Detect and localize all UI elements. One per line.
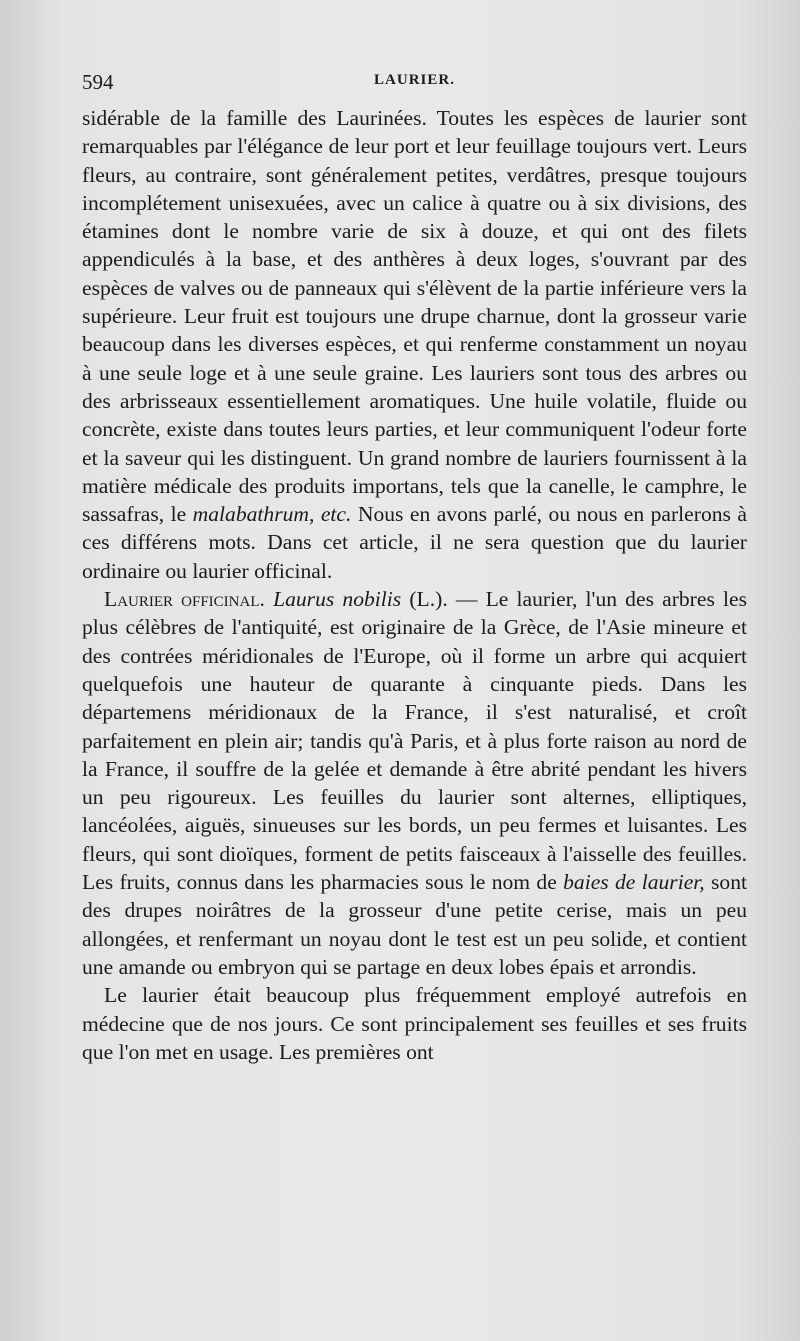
- entry-heading: Laurier officinal.: [104, 587, 265, 612]
- latin-name: Laurus nobilis: [273, 587, 402, 612]
- paragraph-laurier-officinal: [82, 585, 747, 981]
- paragraph-1-italic: malabathrum, etc.: [192, 502, 352, 527]
- running-title: LAURIER.: [374, 72, 455, 88]
- paragraph-1-text-after: Nous en avons parlé, ou nous en parlerons à ces différens mots. Dans cet article, il ne sera question que du laurier ordinaire ou laurier officinal.: [82, 502, 747, 583]
- paragraph-continuation: [82, 104, 747, 585]
- book-page: [82, 70, 747, 1066]
- running-head: [82, 70, 747, 104]
- paragraph-2-italic: baies de laurier,: [563, 870, 705, 895]
- paragraph-3-text: Le laurier était beaucoup plus fréquemment employé autrefois en médecine que de nos jours. Ce sont principalement ses feuilles et ses fruits que l'on met en usage. Les premières ont: [82, 983, 747, 1064]
- body-text: [82, 104, 747, 1066]
- paragraph-2-text-b: sont des drupes noirâtres de la grosseur d'une petite cerise, mais un peu allongées, et renfermant un noyau dont le test est un peu solide, et contient une amande ou embryon qui se partage en deux lobes épais et arrondis.: [82, 870, 747, 979]
- paragraph-1-text: sidérable de la famille des Laurinées. Toutes les espèces de laurier sont remarquables par l'élégance de leur port et leur feuillage toujours vert. Leurs fleurs, au contraire, sont généralement petites, verdâtres, presque toujours incomplétement unisexuées, avec un calice à quatre ou à six divisions, des étamines dont le nombre varie de six à douze, et qui ont des filets appendiculés à la base, et des anthères à deux loges, s'ouvrant par des espèces de valves ou de panneaux qui s'élèvent de la partie inférieure vers la supérieure. Leur fruit est toujours une drupe charnue, dont la grosseur varie beaucoup dans les diverses espèces, et qui renferme constamment un noyau à une seule loge et à une seule graine. Les lauriers sont tous des arbres ou des arbrisseaux essentiellement aromatiques. Une huile volatile, fluide ou concrète, existe dans toutes leurs parties, et leur communiquent l'odeur forte et la saveur qui les distinguent. Un grand nombre de lauriers fournissent à la matière médicale des produits importans, tels que la canelle, le camphre, le sassafras, le: [82, 106, 747, 527]
- paragraph-usage: [82, 981, 747, 1066]
- page-number: 594: [82, 70, 114, 94]
- paragraph-2-text-a: (L.). — Le laurier, l'un des arbres les plus célèbres de l'antiquité, est originaire de la Grèce, de l'Asie mineure et des contrées méridionales de l'Europe, où il forme un arbre qui acquiert quelquefois une hauteur de quarante à cinquante pieds. Dans les départemens méridionaux de la France, il s'est naturalisé, et croît parfaitement en plein air; tandis qu'à Paris, et à plus forte raison au nord de la France, il souffre de la gelée et demande à être abrité pendant les hivers un peu rigoureux. Les feuilles du laurier sont alternes, elliptiques, lancéolées, aiguës, sinueuses sur les bords, un peu fermes et luisantes. Les fleurs, qui sont dioïques, forment de petits faisceaux à l'aisselle des feuilles. Les fruits, connus dans les pharmacies sous le nom de: [82, 587, 747, 895]
